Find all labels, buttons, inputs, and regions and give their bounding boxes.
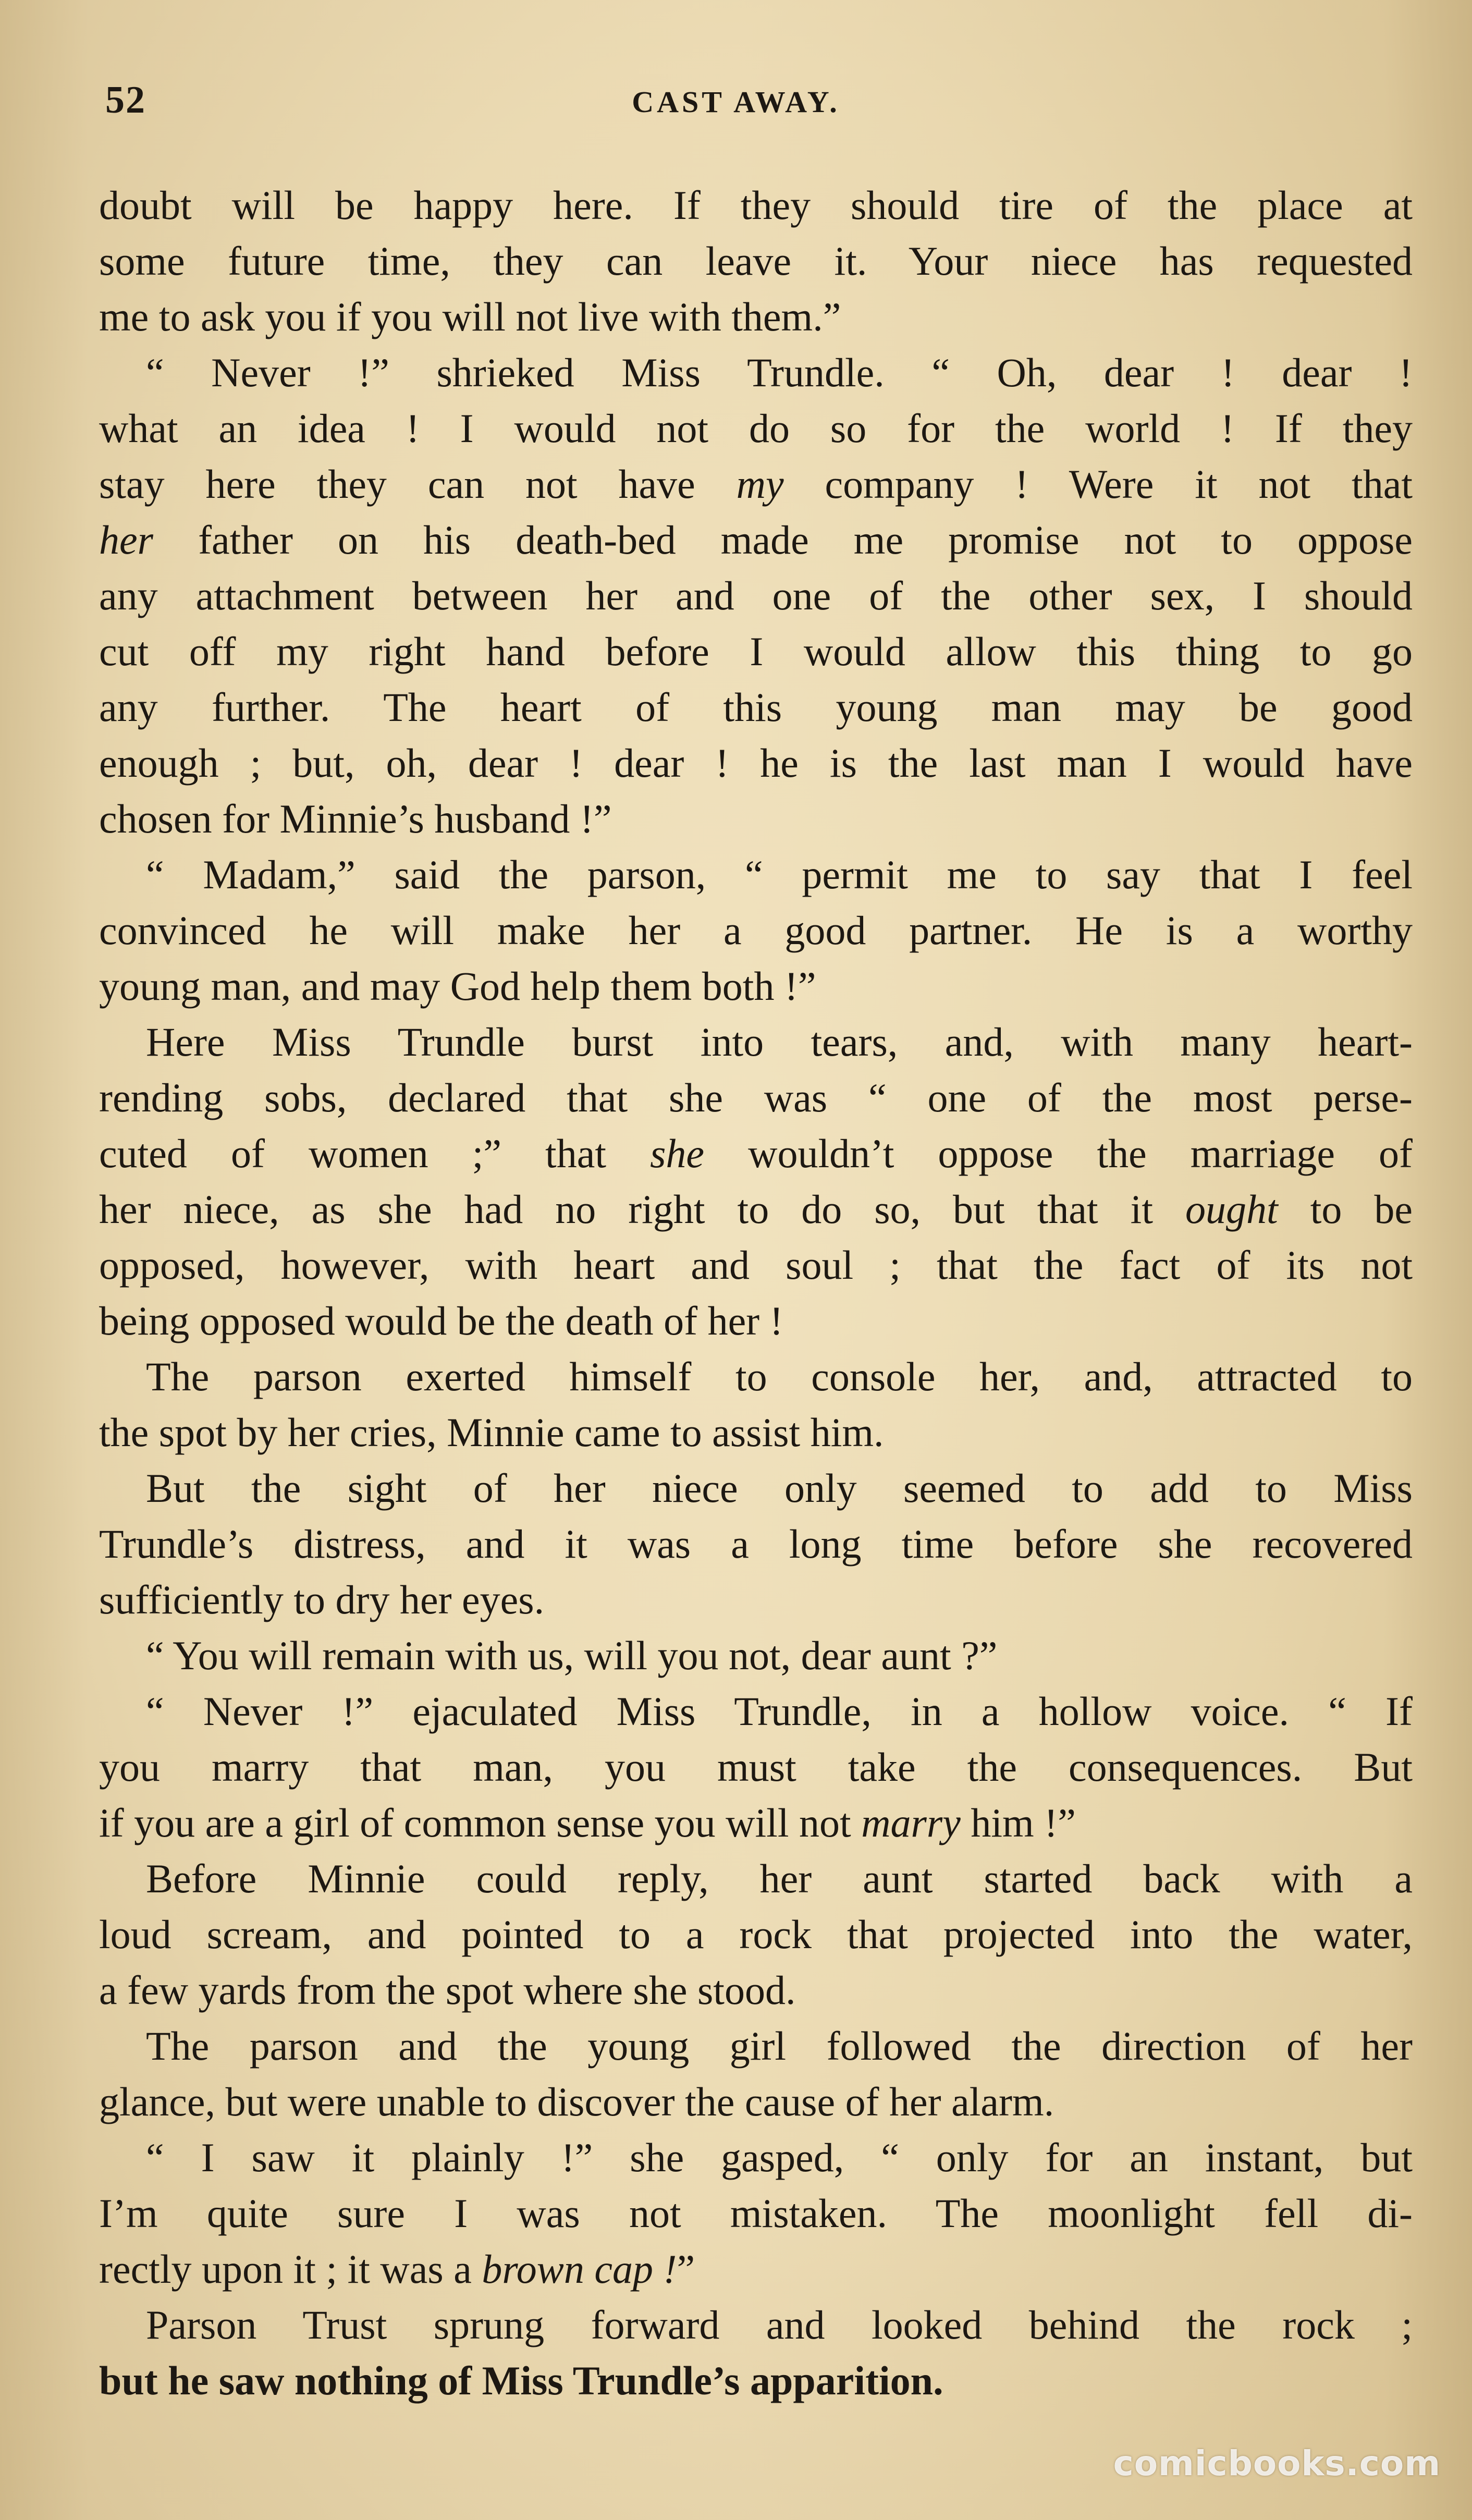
text-line: a few yards from the spot where she stood. bbox=[99, 1967, 796, 2013]
text-line: enough ; but, oh, dear ! dear ! he is the last man I would have bbox=[99, 740, 1413, 786]
text-line: The parson exerted himself to console her, and, attracted to bbox=[146, 1354, 1413, 1399]
running-title: CAST AWAY. bbox=[632, 85, 840, 119]
text-line: cuted of women ;” that she wouldn’t oppose the marriage of bbox=[99, 1131, 1413, 1176]
text-line: rending sobs, declared that she was “ one of the most perse- bbox=[99, 1075, 1413, 1120]
text-line: The parson and the young girl followed the direction of her bbox=[146, 2023, 1413, 2069]
text-line: being opposed would be the death of her ! bbox=[99, 1298, 783, 1343]
text-line: Parson Trust sprung forward and looked behind the rock ; bbox=[146, 2302, 1413, 2347]
page-number: 52 bbox=[105, 79, 146, 121]
italic-word: ought bbox=[1185, 1186, 1278, 1232]
text-line: “ Madam,” said the parson, “ permit me to say that I feel bbox=[146, 852, 1413, 897]
text-line: you marry that man, you must take the consequences. But bbox=[99, 1744, 1413, 1790]
text-line: stay here they can not have my company ! Were it not that bbox=[99, 461, 1413, 507]
watermark: comicbooks.com bbox=[1113, 2443, 1441, 2484]
text-line: rectly upon it ; it was a brown cap !” bbox=[99, 2246, 695, 2292]
text-line: convinced he will make her a good partner. He is a worthy bbox=[99, 908, 1413, 953]
text-line: loud scream, and pointed to a rock that projected into the water, bbox=[99, 1912, 1413, 1957]
italic-word: marry bbox=[861, 1800, 961, 1845]
text-line: me to ask you if you will not live with them.” bbox=[99, 294, 841, 339]
text-line: but he saw nothing of Miss Trundle’s apparition. bbox=[99, 2358, 943, 2403]
text-line: doubt will be happy here. If they should tire of the place at bbox=[99, 182, 1413, 228]
text-line: Here Miss Trundle burst into tears, and, with many heart- bbox=[146, 1019, 1413, 1065]
body-text bbox=[99, 177, 1413, 2408]
text-line: her niece, as she had no right to do so, but that it ought to be bbox=[99, 1186, 1413, 1232]
italic-word: my bbox=[736, 461, 784, 507]
text-line: young man, and may God help them both !” bbox=[99, 963, 816, 1009]
text-line: if you are a girl of common sense you will not marry him !” bbox=[99, 1800, 1076, 1845]
text-line: the spot by her cries, Minnie came to assist him. bbox=[99, 1410, 884, 1455]
text-line: “ Never !” shrieked Miss Trundle. “ Oh, dear ! dear ! bbox=[146, 350, 1413, 395]
text-line: “ You will remain with us, will you not, dear aunt ?” bbox=[146, 1633, 998, 1678]
running-head bbox=[0, 78, 1472, 130]
text-line: chosen for Minnie’s husband !” bbox=[99, 796, 612, 841]
italic-word: brown cap ! bbox=[482, 2246, 677, 2292]
italic-word: she bbox=[650, 1131, 705, 1176]
text-line: But the sight of her niece only seemed to add to Miss bbox=[146, 1465, 1413, 1511]
text-line: Before Minnie could reply, her aunt started back with a bbox=[146, 1856, 1413, 1901]
text-line: her father on his death-bed made me promise not to oppose bbox=[99, 517, 1413, 562]
text-line: sufficiently to dry her eyes. bbox=[99, 1577, 545, 1622]
text-line: I’m quite sure I was not mistaken. The moonlight fell di- bbox=[99, 2191, 1413, 2236]
text-line: any further. The heart of this young man may be good bbox=[99, 684, 1413, 730]
text-line: “ I saw it plainly !” she gasped, “ only for an instant, but bbox=[146, 2135, 1413, 2180]
text-line: opposed, however, with heart and soul ; that the fact of its not bbox=[99, 1242, 1413, 1288]
text-line: what an idea ! I would not do so for the world ! If they bbox=[99, 406, 1413, 451]
italic-word: her bbox=[99, 517, 153, 562]
text-line: glance, but were unable to discover the cause of her alarm. bbox=[99, 2079, 1054, 2124]
text-line: cut off my right hand before I would allow this thing to go bbox=[99, 629, 1413, 674]
text-line: some future time, they can leave it. Your niece has requested bbox=[99, 238, 1413, 284]
text-line: “ Never !” ejaculated Miss Trundle, in a hollow voice. “ If bbox=[146, 1689, 1413, 1734]
text-line: Trundle’s distress, and it was a long time before she recovered bbox=[99, 1521, 1413, 1567]
text-line: any attachment between her and one of the other sex, I should bbox=[99, 573, 1413, 618]
